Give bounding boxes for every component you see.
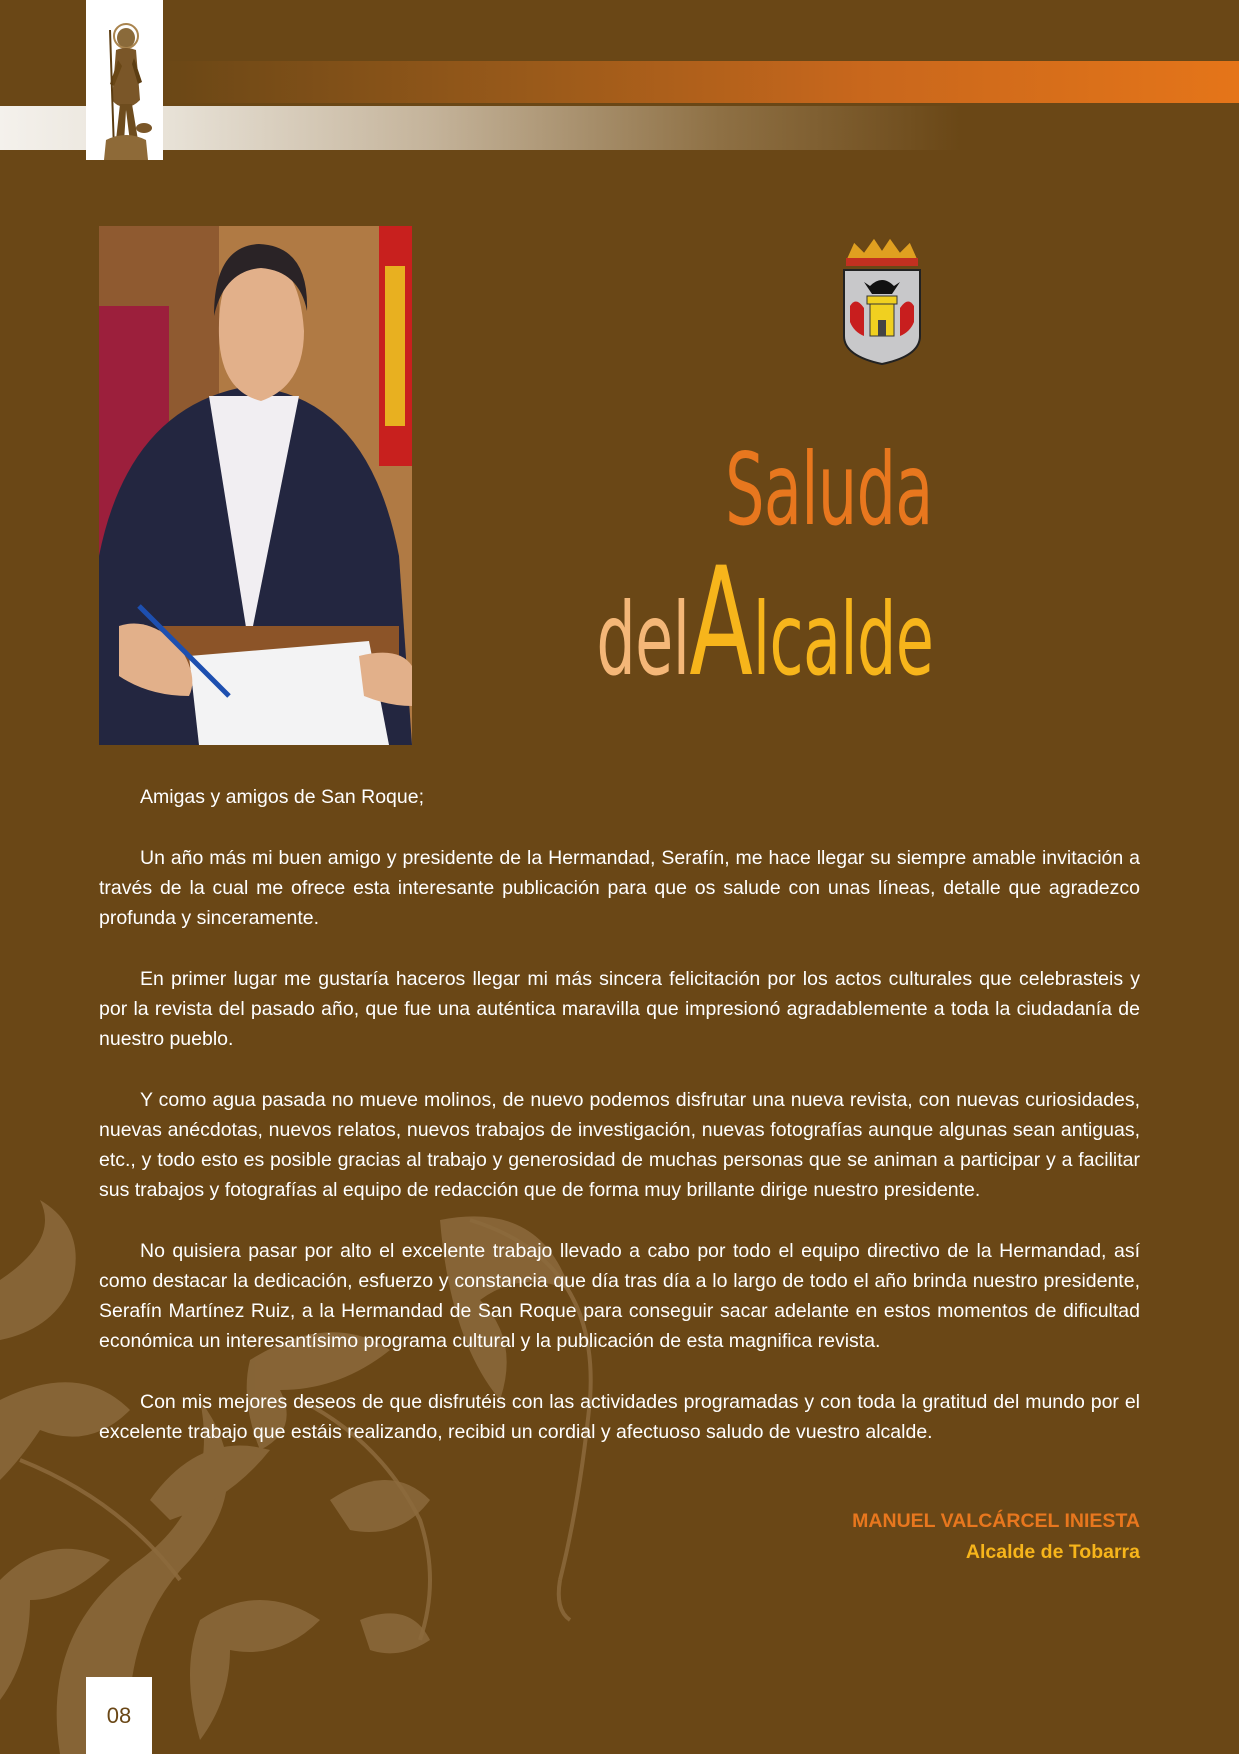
letter-paragraph: Y como agua pasada no mueve molinos, de nuevo podemos disfrutar una nueva revista, con nuevas curiosidades, nuevas anécdotas, nuevos relatos, nuevos trabajos de investigación, nuevas fotografías aunque algunas sean antiguas, etc., y todo esto es posible gracias al trabajo y generosidad de muchas personas que se animan a participar y a facilitar sus trabajos y fotografías al equipo de redacción que de forma muy brillante dirige nuestro presidente. <box>99 1089 1140 1201</box>
letter-body <box>99 782 1140 1478</box>
title-del: del <box>596 581 690 698</box>
mayor-portrait-photo <box>99 226 412 745</box>
letter-paragraph: En primer lugar me gustaría haceros llegar mi más sincera felicitación por los actos culturales que celebrasteis y por la revista del pasado año, que fue una auténtica maravilla que impresionó agradablemente a toda la ciudadanía de nuestro pueblo. <box>99 968 1140 1050</box>
saint-statue-image <box>86 0 163 160</box>
header-orange-stripe <box>160 61 1239 103</box>
signature-role: Alcalde de Tobarra <box>965 1541 1140 1563</box>
coat-of-arms-icon <box>840 236 924 366</box>
title-saluda: Saluda <box>725 431 933 548</box>
signature-name: MANUEL VALCÁRCEL INIESTA <box>852 1510 1140 1532</box>
letter-paragraph: Con mis mejores deseos de que disfrutéis con las actividades programadas y con toda la gratitud del mundo por el excelente trabajo que estáis realizando, recibid un cordial y afectuoso saludo de vuestro alcalde. <box>99 1391 1140 1443</box>
signature-block <box>852 1506 1140 1568</box>
letter-greeting: Amigas y amigos de San Roque; <box>140 786 424 808</box>
title-capital-a: A <box>689 536 753 710</box>
title-lcalde: lcalde <box>752 581 933 698</box>
mayor-portrait-image <box>99 226 412 745</box>
letter-paragraph: Un año más mi buen amigo y presidente de la Hermandad, Serafín, me hace llegar su siempre amable invitación a través de la cual me ofrece esta interesante publicación para que os salude con unas líneas, detalle que agradezco profunda y sinceramente. <box>99 847 1140 929</box>
letter-paragraph: No quisiera pasar por alto el excelente trabajo llevado a cabo por todo el equipo directivo de la Hermandad, así como destacar la dedicación, esfuerzo y constancia que día tras día a lo largo de todo el año brinda nuestro presidente, Serafín Martínez Ruiz, a la Hermandad de San Roque para conseguir sacar adelante en estos momentos de dificultad económica un interesantísimo programa cultural y la publicación de esta magnifica revista. <box>99 1240 1140 1352</box>
saint-statue-icon <box>86 0 163 160</box>
page-number: 08 <box>86 1677 152 1754</box>
title-del-alcalde <box>596 536 933 710</box>
